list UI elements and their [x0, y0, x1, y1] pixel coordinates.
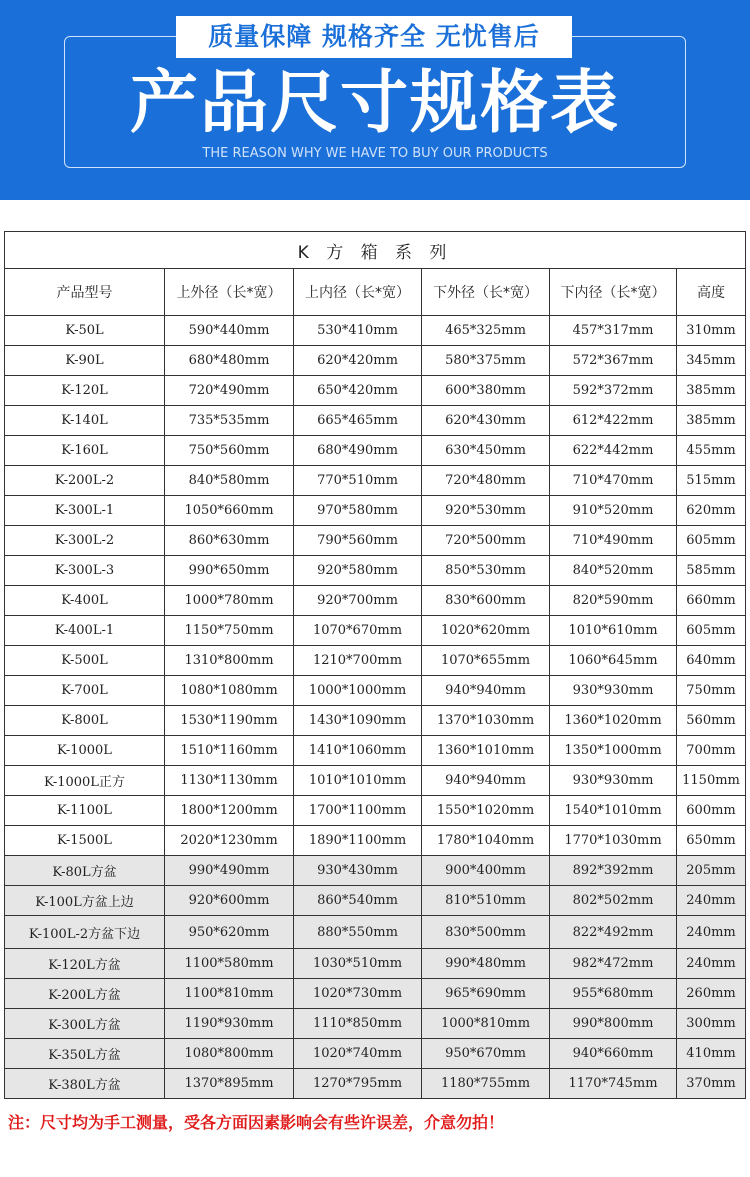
cell-top-inner: 1020*740mm [294, 1039, 422, 1069]
cell-top-inner: 1210*700mm [294, 646, 422, 676]
cell-bottom-inner: 892*392mm [550, 856, 677, 886]
cell-model: K-300L-2 [5, 526, 165, 556]
cell-bottom-inner: 592*372mm [550, 376, 677, 406]
cell-bottom-inner: 1540*1010mm [550, 796, 677, 826]
cell-bottom-outer: 465*325mm [422, 316, 550, 346]
cell-bottom-outer: 950*670mm [422, 1039, 550, 1069]
table-row [5, 766, 746, 796]
cell-top-outer: 1100*810mm [165, 979, 294, 1009]
cell-top-inner: 1020*730mm [294, 979, 422, 1009]
cell-top-inner: 860*540mm [294, 886, 422, 916]
cell-top-inner: 770*510mm [294, 466, 422, 496]
table-row [5, 466, 746, 496]
cell-top-outer: 1510*1160mm [165, 736, 294, 766]
cell-height: 370mm [677, 1069, 746, 1099]
cell-height: 660mm [677, 586, 746, 616]
cell-top-outer: 735*535mm [165, 406, 294, 436]
table-row [5, 916, 746, 949]
cell-height: 410mm [677, 1039, 746, 1069]
cell-bottom-outer: 1000*810mm [422, 1009, 550, 1039]
cell-top-inner: 970*580mm [294, 496, 422, 526]
cell-bottom-outer: 900*400mm [422, 856, 550, 886]
cell-bottom-inner: 622*442mm [550, 436, 677, 466]
cell-height: 240mm [677, 916, 746, 949]
table-caption-row [5, 232, 746, 269]
cell-model: K-300L方盆 [5, 1009, 165, 1039]
cell-bottom-outer: 940*940mm [422, 766, 550, 796]
cell-height: 240mm [677, 949, 746, 979]
cell-model: K-800L [5, 706, 165, 736]
table-row [5, 1069, 746, 1099]
cell-bottom-inner: 1350*1000mm [550, 736, 677, 766]
cell-bottom-outer: 720*500mm [422, 526, 550, 556]
cell-top-inner: 1110*850mm [294, 1009, 422, 1039]
cell-height: 205mm [677, 856, 746, 886]
cell-top-inner: 1030*510mm [294, 949, 422, 979]
table-row [5, 949, 746, 979]
cell-height: 750mm [677, 676, 746, 706]
cell-bottom-inner: 572*367mm [550, 346, 677, 376]
cell-bottom-outer: 1780*1040mm [422, 826, 550, 856]
cell-model: K-50L [5, 316, 165, 346]
cell-top-outer: 1150*750mm [165, 616, 294, 646]
cell-top-inner: 1890*1100mm [294, 826, 422, 856]
cell-height: 640mm [677, 646, 746, 676]
cell-bottom-outer: 830*600mm [422, 586, 550, 616]
table-row [5, 736, 746, 766]
header-model: 产品型号 [5, 269, 165, 316]
cell-bottom-inner: 955*680mm [550, 979, 677, 1009]
cell-bottom-inner: 1010*610mm [550, 616, 677, 646]
table-row [5, 406, 746, 436]
cell-top-inner: 620*420mm [294, 346, 422, 376]
cell-model: K-1000L [5, 736, 165, 766]
cell-bottom-outer: 620*430mm [422, 406, 550, 436]
cell-top-outer: 1370*895mm [165, 1069, 294, 1099]
cell-bottom-inner: 820*590mm [550, 586, 677, 616]
table-row [5, 526, 746, 556]
cell-model: K-300L-1 [5, 496, 165, 526]
cell-top-outer: 1050*660mm [165, 496, 294, 526]
cell-bottom-inner: 1360*1020mm [550, 706, 677, 736]
tagline: 质量保障 规格齐全 无忧售后 [176, 16, 572, 58]
table-row [5, 616, 746, 646]
cell-height: 1150mm [677, 766, 746, 796]
cell-height: 385mm [677, 406, 746, 436]
cell-model: K-380L方盆 [5, 1069, 165, 1099]
cell-bottom-outer: 830*500mm [422, 916, 550, 949]
cell-height: 300mm [677, 1009, 746, 1039]
cell-bottom-inner: 1060*645mm [550, 646, 677, 676]
cell-bottom-inner: 982*472mm [550, 949, 677, 979]
cell-model: K-80L方盆 [5, 856, 165, 886]
cell-top-inner: 930*430mm [294, 856, 422, 886]
header-height: 高度 [677, 269, 746, 316]
cell-bottom-outer: 940*940mm [422, 676, 550, 706]
cell-height: 620mm [677, 496, 746, 526]
cell-bottom-inner: 822*492mm [550, 916, 677, 949]
table-row [5, 346, 746, 376]
cell-bottom-inner: 457*317mm [550, 316, 677, 346]
cell-bottom-outer: 580*375mm [422, 346, 550, 376]
cell-model: K-200L-2 [5, 466, 165, 496]
cell-model: K-1500L [5, 826, 165, 856]
cell-top-inner: 530*410mm [294, 316, 422, 346]
cell-height: 260mm [677, 979, 746, 1009]
cell-model: K-120L方盆 [5, 949, 165, 979]
cell-height: 560mm [677, 706, 746, 736]
cell-top-inner: 920*700mm [294, 586, 422, 616]
header-banner [0, 0, 750, 200]
cell-bottom-inner: 940*660mm [550, 1039, 677, 1069]
cell-top-outer: 1310*800mm [165, 646, 294, 676]
cell-top-outer: 1800*1200mm [165, 796, 294, 826]
cell-bottom-inner: 840*520mm [550, 556, 677, 586]
cell-height: 310mm [677, 316, 746, 346]
cell-top-outer: 1080*800mm [165, 1039, 294, 1069]
cell-height: 455mm [677, 436, 746, 466]
table-row [5, 1009, 746, 1039]
cell-height: 605mm [677, 616, 746, 646]
cell-bottom-outer: 720*480mm [422, 466, 550, 496]
table-row [5, 436, 746, 466]
cell-top-inner: 650*420mm [294, 376, 422, 406]
cell-model: K-1100L [5, 796, 165, 826]
cell-top-outer: 920*600mm [165, 886, 294, 916]
cell-height: 385mm [677, 376, 746, 406]
cell-height: 515mm [677, 466, 746, 496]
cell-top-inner: 1700*1100mm [294, 796, 422, 826]
cell-bottom-outer: 850*530mm [422, 556, 550, 586]
cell-model: K-200L方盆 [5, 979, 165, 1009]
cell-model: K-100L方盆上边 [5, 886, 165, 916]
cell-top-outer: 590*440mm [165, 316, 294, 346]
cell-top-inner: 1010*1010mm [294, 766, 422, 796]
cell-top-inner: 665*465mm [294, 406, 422, 436]
cell-bottom-inner: 930*930mm [550, 766, 677, 796]
header-bottom-inner: 下内径（长*宽） [550, 269, 677, 316]
cell-top-outer: 720*490mm [165, 376, 294, 406]
cell-model: K-400L [5, 586, 165, 616]
cell-top-inner: 880*550mm [294, 916, 422, 949]
cell-top-outer: 1100*580mm [165, 949, 294, 979]
cell-height: 650mm [677, 826, 746, 856]
cell-model: K-160L [5, 436, 165, 466]
cell-bottom-outer: 990*480mm [422, 949, 550, 979]
cell-bottom-inner: 710*490mm [550, 526, 677, 556]
header-top-outer: 上外径（长*宽） [165, 269, 294, 316]
cell-top-inner: 680*490mm [294, 436, 422, 466]
cell-bottom-outer: 1180*755mm [422, 1069, 550, 1099]
cell-bottom-outer: 1360*1010mm [422, 736, 550, 766]
table-row [5, 646, 746, 676]
cell-model: K-700L [5, 676, 165, 706]
cell-top-outer: 1080*1080mm [165, 676, 294, 706]
cell-top-inner: 920*580mm [294, 556, 422, 586]
cell-bottom-outer: 810*510mm [422, 886, 550, 916]
cell-bottom-inner: 802*502mm [550, 886, 677, 916]
cell-top-outer: 860*630mm [165, 526, 294, 556]
cell-bottom-outer: 1070*655mm [422, 646, 550, 676]
cell-height: 240mm [677, 886, 746, 916]
cell-top-outer: 2020*1230mm [165, 826, 294, 856]
cell-model: K-140L [5, 406, 165, 436]
cell-height: 700mm [677, 736, 746, 766]
cell-height: 585mm [677, 556, 746, 586]
cell-top-inner: 1430*1090mm [294, 706, 422, 736]
table-row [5, 1039, 746, 1069]
cell-model: K-1000L正方 [5, 766, 165, 796]
cell-bottom-outer: 630*450mm [422, 436, 550, 466]
cell-height: 345mm [677, 346, 746, 376]
cell-bottom-inner: 1170*745mm [550, 1069, 677, 1099]
cell-top-inner: 1070*670mm [294, 616, 422, 646]
cell-bottom-outer: 965*690mm [422, 979, 550, 1009]
cell-bottom-inner: 1770*1030mm [550, 826, 677, 856]
table-row [5, 706, 746, 736]
cell-top-outer: 1190*930mm [165, 1009, 294, 1039]
cell-bottom-outer: 1370*1030mm [422, 706, 550, 736]
table-row [5, 826, 746, 856]
cell-top-outer: 1000*780mm [165, 586, 294, 616]
cell-model: K-120L [5, 376, 165, 406]
cell-model: K-400L-1 [5, 616, 165, 646]
cell-top-outer: 950*620mm [165, 916, 294, 949]
cell-top-outer: 1130*1130mm [165, 766, 294, 796]
cell-model: K-90L [5, 346, 165, 376]
cell-bottom-inner: 710*470mm [550, 466, 677, 496]
cell-top-outer: 840*580mm [165, 466, 294, 496]
banner-subtitle: THE REASON WHY WE HAVE TO BUY OUR PRODUCTS [202, 146, 548, 161]
cell-top-inner: 1000*1000mm [294, 676, 422, 706]
cell-top-outer: 990*490mm [165, 856, 294, 886]
cell-top-outer: 1530*1190mm [165, 706, 294, 736]
table-row [5, 856, 746, 886]
cell-bottom-inner: 910*520mm [550, 496, 677, 526]
table-row [5, 316, 746, 346]
spec-table [4, 231, 746, 1099]
cell-model: K-100L-2方盆下边 [5, 916, 165, 949]
cell-top-outer: 680*480mm [165, 346, 294, 376]
cell-model: K-350L方盆 [5, 1039, 165, 1069]
cell-model: K-500L [5, 646, 165, 676]
cell-bottom-outer: 600*380mm [422, 376, 550, 406]
cell-bottom-inner: 990*800mm [550, 1009, 677, 1039]
table-header-row [5, 269, 746, 316]
cell-bottom-outer: 1550*1020mm [422, 796, 550, 826]
table-row [5, 676, 746, 706]
cell-top-inner: 1270*795mm [294, 1069, 422, 1099]
cell-height: 600mm [677, 796, 746, 826]
page-title: 产品尺寸规格表 [129, 64, 620, 143]
measurement-note: 注：尺寸均为手工测量，受各方面因素影响会有些许误差，介意勿拍！ [8, 1113, 505, 1132]
table-row [5, 796, 746, 826]
cell-top-outer: 990*650mm [165, 556, 294, 586]
table-row [5, 979, 746, 1009]
cell-top-inner: 790*560mm [294, 526, 422, 556]
table-row [5, 886, 746, 916]
table-row [5, 586, 746, 616]
cell-top-inner: 1410*1060mm [294, 736, 422, 766]
cell-height: 605mm [677, 526, 746, 556]
cell-top-outer: 750*560mm [165, 436, 294, 466]
header-top-inner: 上内径（长*宽） [294, 269, 422, 316]
table-row [5, 556, 746, 586]
table-caption: K 方 箱 系 列 [5, 232, 746, 269]
cell-bottom-inner: 930*930mm [550, 676, 677, 706]
cell-model: K-300L-3 [5, 556, 165, 586]
cell-bottom-outer: 920*530mm [422, 496, 550, 526]
header-bottom-outer: 下外径（长*宽） [422, 269, 550, 316]
cell-bottom-inner: 612*422mm [550, 406, 677, 436]
cell-bottom-outer: 1020*620mm [422, 616, 550, 646]
table-row [5, 496, 746, 526]
table-row [5, 376, 746, 406]
